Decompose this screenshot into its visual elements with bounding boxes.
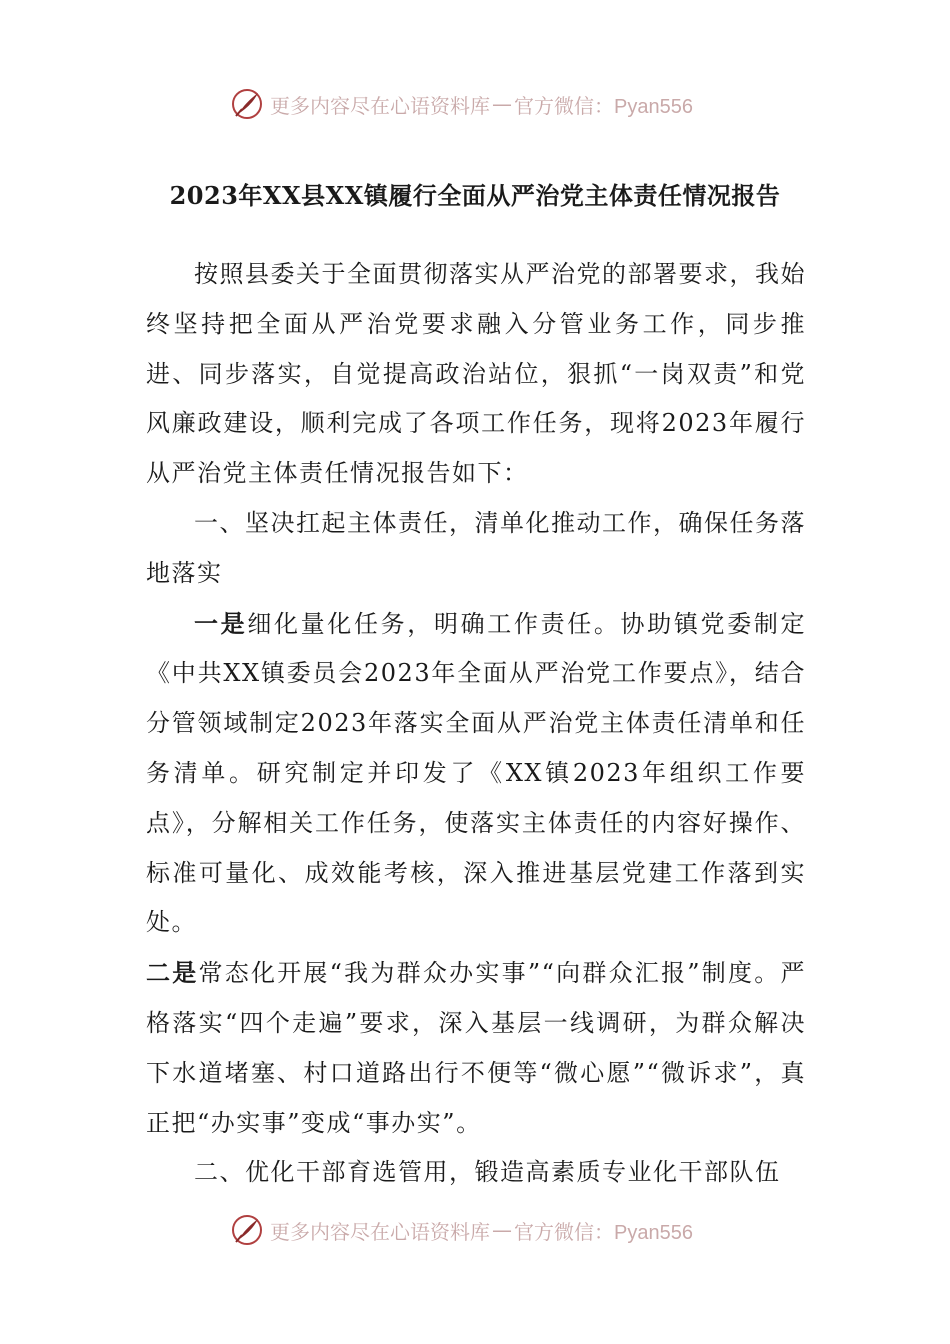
watermark-wechat: 官方微信：Pyan556 (514, 1221, 693, 1244)
document-title: 2023年XX县XX镇履行全面从严治党主体责任情况报告 (169, 181, 781, 210)
section-heading-1: 一、坚决扛起主体责任，清单化推动工作，确保任务落地落实 (146, 508, 806, 587)
intro-paragraph: 按照县委关于全面贯彻落实从严治党的部署要求，我始终坚持把全面从严治党要求融入分管业务工作，同步推进、同步落实，自觉提高政治站位，狠抓“一岗双责”和党风廉政建设，顺利完成了各项工作任务，现将2023年履行从严治党主体责任情况报告如下： (146, 260, 806, 488)
item-paragraph-2 (146, 948, 806, 1148)
watermark-text: 更多内容尽在心语资料库 (270, 93, 490, 118)
item-paragraph-1 (146, 599, 806, 949)
watermark-separator: — (492, 92, 512, 116)
item-text-2: 常态化开展“我为群众办实事”“向群众汇报”制度。严格落实“四个走遍”要求，深入基层一线调研，为群众解决下水道堵塞、村口道路出行不便等“微心愿”“微诉求”，真正把“办实事”变成“事办实”。 (146, 959, 807, 1137)
watermark-separator: — (492, 1218, 512, 1242)
watermark-text: 更多内容尽在心语资料库 (270, 1219, 490, 1244)
header-watermark (230, 84, 693, 124)
item-text-1: 细化量化任务，明确工作责任。协助镇党委制定《中共XX镇委员会2023年全面从严治党工作要点》，结合分管领域制定2023年落实全面从严治党主体责任清单和任务清单。研究制定并印发了《XX镇2023年组织工作要点》，分解相关工作任务，使落实主体责任的内容好操作、标准可量化、成效能考核，深入推进基层党建工作落到实处。 (146, 609, 807, 937)
item-lead-1: 一是 (194, 608, 248, 638)
document-body (146, 250, 806, 1198)
feather-pen-icon (230, 1213, 264, 1247)
footer-watermark (230, 1210, 693, 1250)
item-lead-2: 二是 (146, 958, 199, 988)
watermark-wechat: 官方微信：Pyan556 (514, 95, 693, 118)
section-heading-2: 二、优化干部育选管用，锻造高素质专业化干部队伍 (194, 1158, 781, 1187)
feather-pen-icon (230, 87, 264, 121)
